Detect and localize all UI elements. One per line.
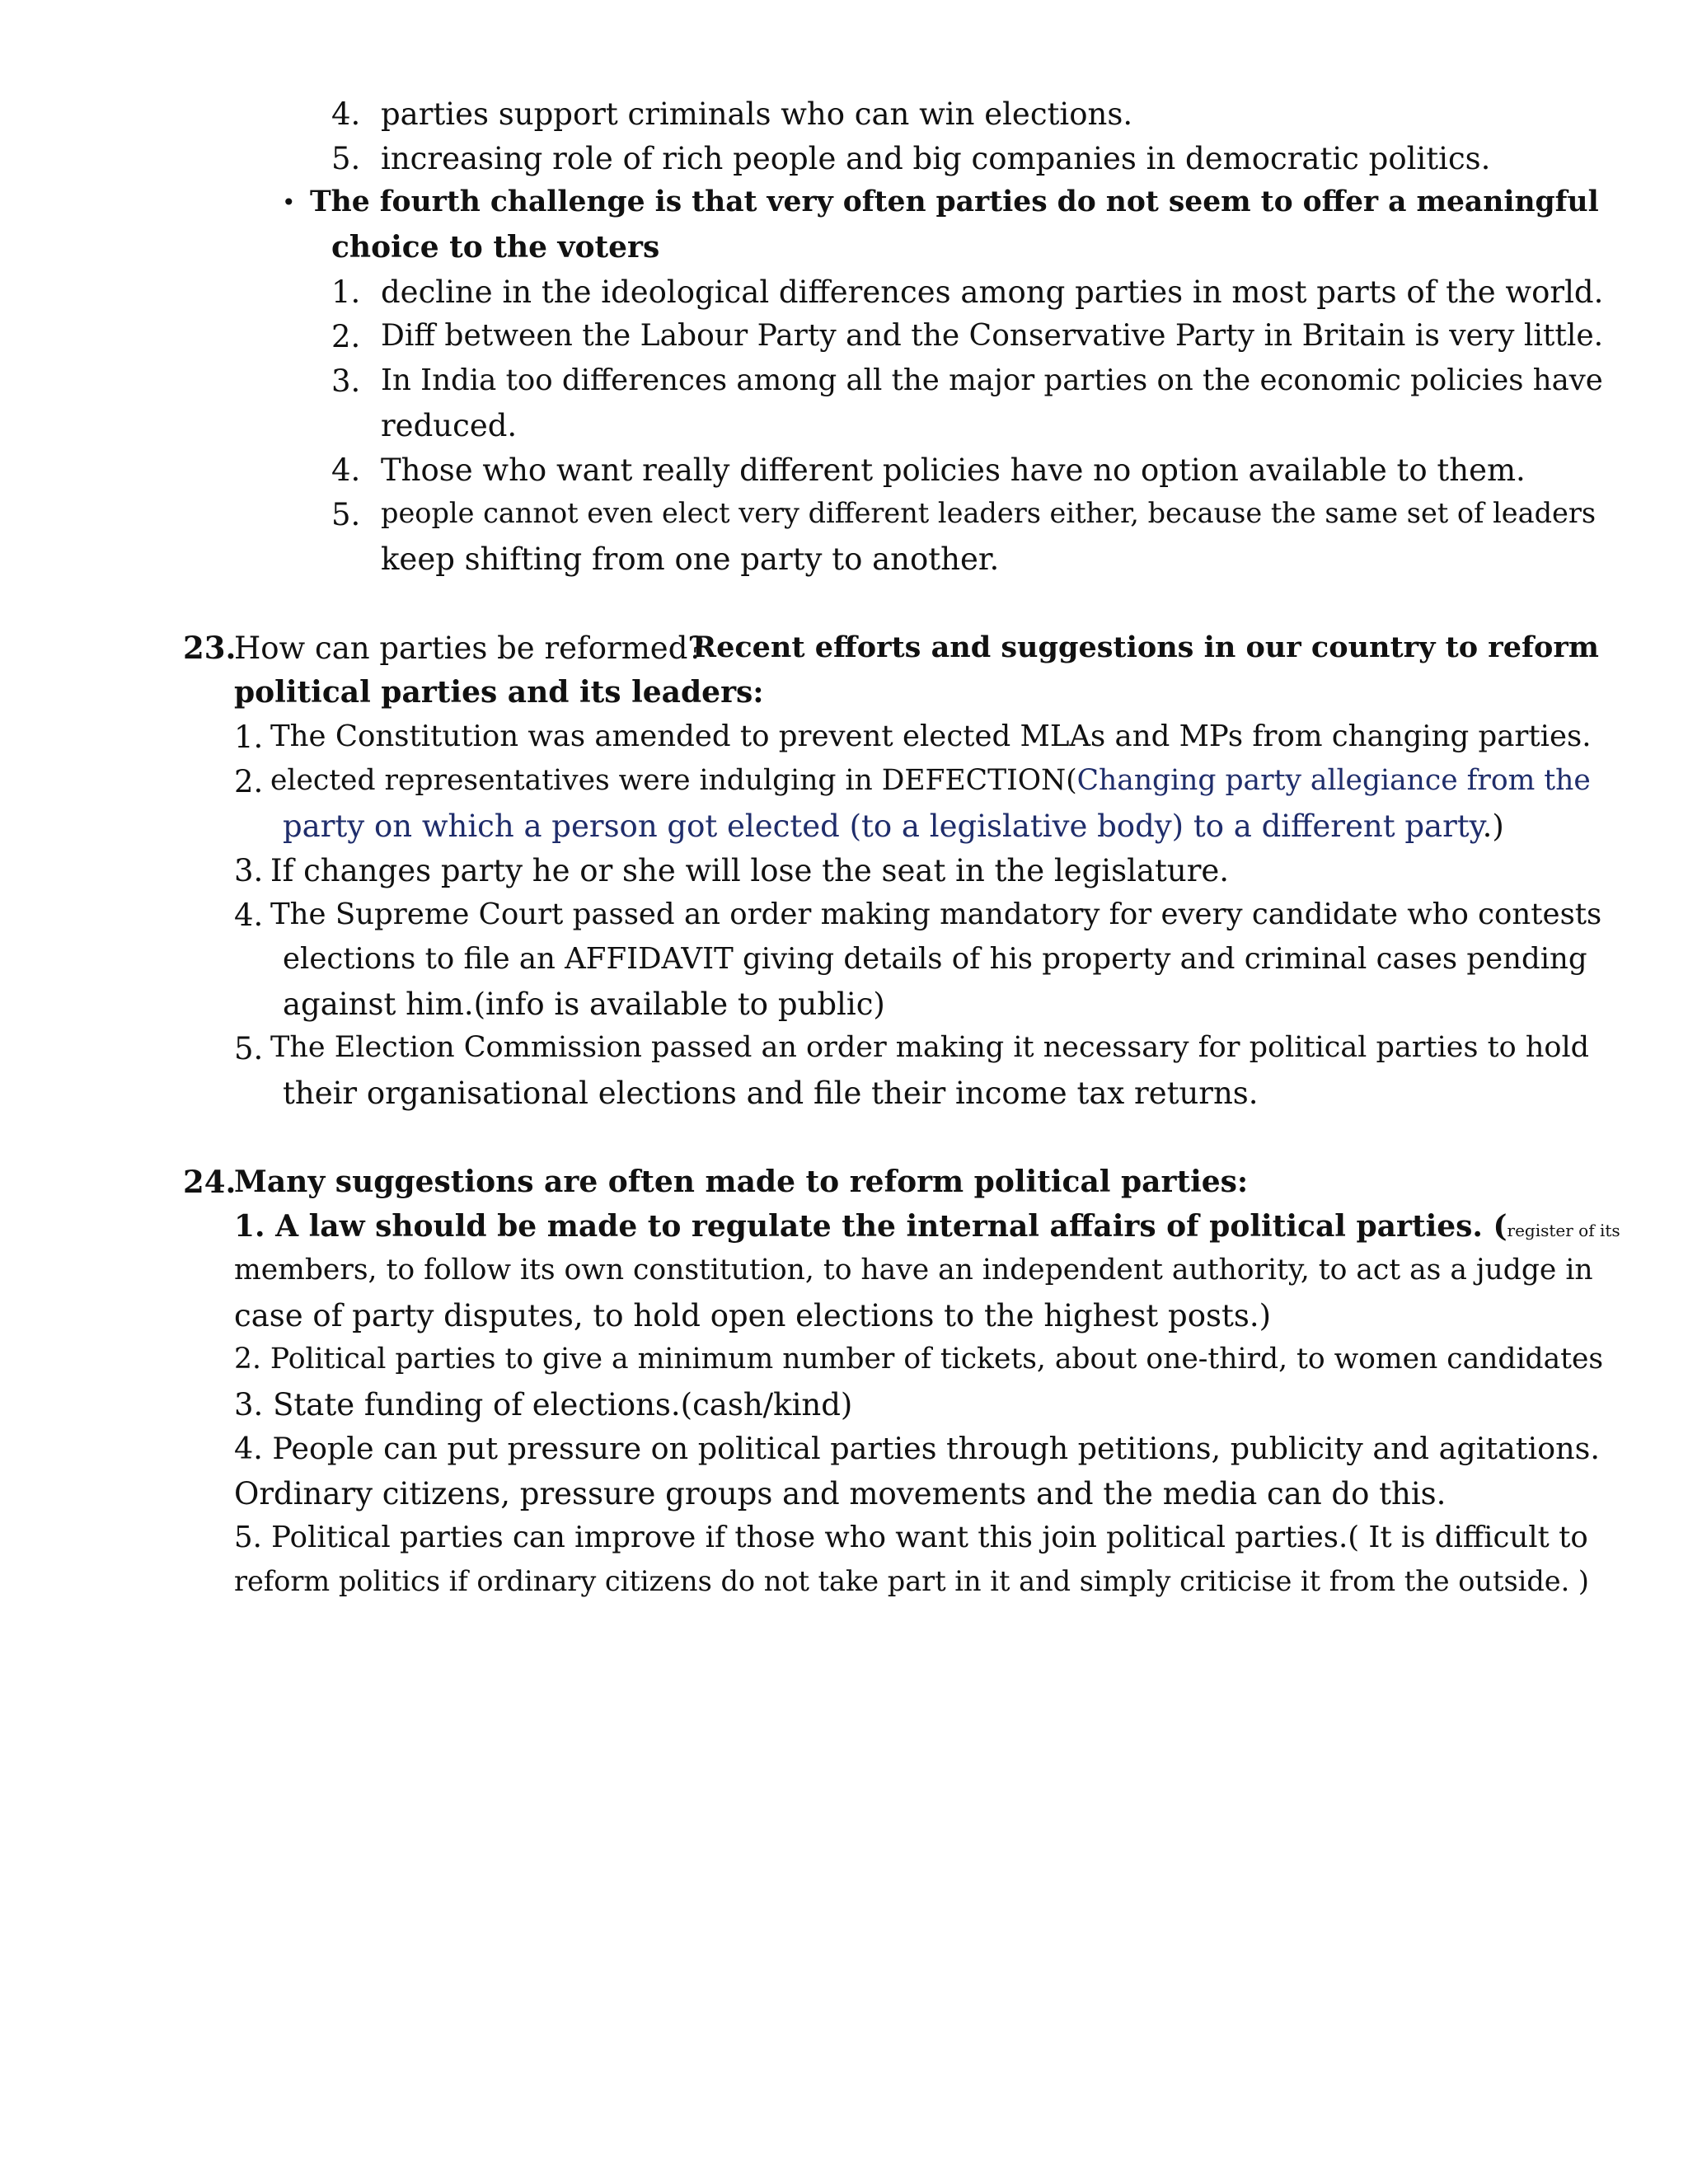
list-item: increasing role of rich people and big companies in democratic politics. (381, 141, 1491, 176)
list-item-cont: reduced. (381, 408, 518, 443)
section-heading: Recent efforts and suggestions in our country to reform (692, 630, 1599, 664)
paren-open: ( (1066, 764, 1077, 797)
paragraph-line: 5. Political parties can improve if those who want this join political parties.( It is difficult to (234, 1521, 1588, 1554)
bullet-icon: • (282, 189, 296, 216)
list-item-number: 3. (331, 363, 361, 399)
list-item-number: 1. (331, 274, 361, 310)
defection-definition: Changing party allegiance from the (1076, 764, 1591, 797)
list-item-cont: their organisational elections and file their income tax returns. (283, 1076, 1259, 1111)
list-item-number: 5. (331, 141, 361, 176)
list-item-number: 4. (331, 96, 361, 132)
list-item-number: 5. (331, 497, 361, 532)
list-item: The Supreme Court passed an order making mandatory for every candidate who contests (270, 898, 1602, 931)
list-item-number: 5. (234, 1031, 264, 1066)
paragraph-line: 2. Political parties to give a minimum number of tickets, about one-third, to women candidates (234, 1343, 1604, 1376)
section-heading-cont: political parties and its leaders: (234, 675, 764, 710)
question-number: 24. (183, 1164, 237, 1200)
list-item: decline in the ideological differences among parties in most parts of the world. (381, 274, 1604, 310)
challenge-heading: The fourth challenge is that very often parties do not seem to offer a meaningful (310, 185, 1599, 218)
paragraph-line: members, to follow its own constitution, to have an independent authority, to act as a judge in (234, 1254, 1593, 1286)
challenge-heading-cont: choice to the voters (331, 230, 660, 265)
paragraph-line: case of party disputes, to hold open elections to the highest posts.) (234, 1298, 1272, 1333)
list-item: parties support criminals who can win elections. (381, 96, 1133, 132)
list-item: If changes party he or she will lose the seat in the legislature. (270, 853, 1230, 888)
list-item-number: 2. (331, 319, 361, 354)
list-item: The Constitution was amended to prevent elected MLAs and MPs from changing parties. (270, 719, 1592, 753)
list-item-number: 4. (234, 898, 264, 933)
paren-close: .) (1482, 808, 1504, 844)
list-item-number: 4. (331, 452, 361, 488)
paragraph-line: 3. State funding of elections.(cash/kind) (234, 1387, 853, 1422)
paragraph-line: reform politics if ordinary citizens do not take part in it and simply criticise it from the outside. ) (234, 1565, 1590, 1597)
list-item-number: 3. (234, 853, 264, 888)
list-item: people cannot even elect very different leaders either, because the same set of leaders (381, 497, 1597, 529)
list-item-number: 2. (234, 764, 264, 799)
list-item-cont: elections to file an AFFIDAVIT giving details of his property and criminal cases pending (283, 942, 1587, 976)
list-item-number: 1. (234, 719, 264, 755)
list-item: Diff between the Labour Party and the Conservative Party in Britain is very little. (381, 319, 1604, 353)
list-item-cont: keep shifting from one party to another. (381, 541, 1000, 577)
suggestion-detail: register of its (1507, 1221, 1620, 1240)
paragraph-line: 4. People can put pressure on political parties through petitions, publicity and agitations. (234, 1431, 1600, 1466)
question-number: 23. (183, 630, 237, 666)
suggestion-bold: 1. A law should be made to regulate the internal affairs of political parties. ( (234, 1209, 1507, 1244)
paragraph-line (234, 1209, 1620, 1244)
list-item-cont: against him.(info is available to public) (283, 987, 885, 1022)
defection-lead: elected representatives were indulging in DEFECTION (270, 764, 1067, 797)
list-item-cont (283, 808, 1504, 844)
question-text: How can parties be reformed? (234, 630, 705, 666)
list-item: Those who want really different policies have no option available to them. (381, 452, 1526, 488)
defection-definition-cont: party on which a person got elected (to a legislative body) to a different party (283, 808, 1483, 844)
list-item (270, 766, 1591, 795)
section-heading: Many suggestions are often made to reform political parties: (234, 1165, 1249, 1199)
paragraph-line: Ordinary citizens, pressure groups and movements and the media can do this. (234, 1476, 1447, 1511)
list-item: The Election Commission passed an order making it necessary for political parties to hold (270, 1031, 1590, 1064)
list-item: In India too differences among all the major parties on the economic policies have (381, 363, 1603, 397)
